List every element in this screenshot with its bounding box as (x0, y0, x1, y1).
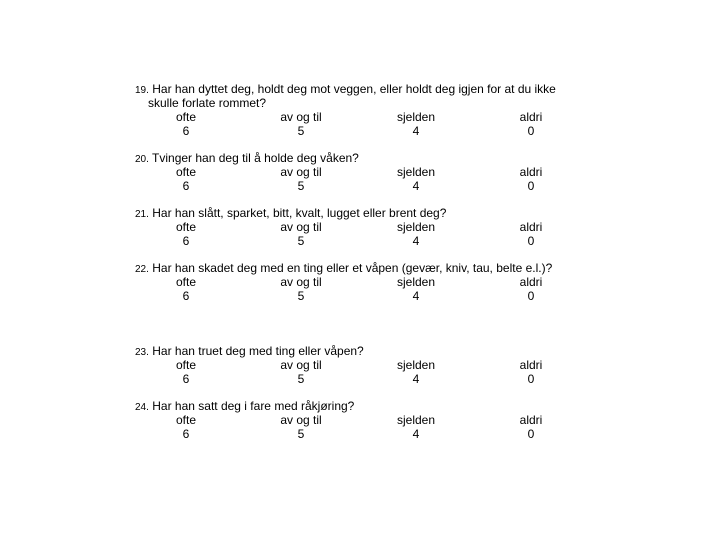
option-label-sjelden: sjelden (396, 358, 436, 372)
question-text: Har han dyttet deg, holdt deg mot veggen, eller holdt deg igjen for at du ikke (152, 82, 556, 96)
option-label-sjelden: sjelden (396, 110, 436, 124)
option-label-ofte: ofte (175, 220, 196, 234)
option-value-sjelden: 4 (412, 289, 420, 303)
option-value-aldri: 0 (527, 289, 535, 303)
option-value-ofte: 6 (182, 179, 190, 193)
option-label-aldri: aldri (519, 275, 543, 289)
option-value-av-og-til: 5 (297, 372, 305, 386)
question-text: Har han truet deg med ting eller våpen? (152, 344, 364, 358)
question-text: Tvinger han deg til å holde deg våken? (152, 151, 359, 165)
option-label-ofte: ofte (175, 165, 196, 179)
option-value-aldri: 0 (527, 427, 535, 441)
option-label-av-og-til: av og til (280, 358, 322, 372)
option-label-sjelden: sjelden (396, 275, 436, 289)
option-value-ofte: 6 (182, 289, 190, 303)
option-value-ofte: 6 (182, 427, 190, 441)
question-23-text-line (135, 345, 364, 359)
option-label-aldri: aldri (519, 165, 543, 179)
option-label-av-og-til: av og til (280, 165, 322, 179)
question-text: Har han slått, sparket, bitt, kvalt, lugget eller brent deg? (152, 206, 447, 220)
question-21-text-line (135, 207, 446, 221)
option-label-sjelden: sjelden (396, 413, 436, 427)
question-number: 23. (135, 347, 149, 358)
option-value-av-og-til: 5 (297, 289, 305, 303)
option-value-sjelden: 4 (412, 179, 420, 193)
option-value-ofte: 6 (182, 234, 190, 248)
option-value-aldri: 0 (527, 124, 535, 138)
question-number: 24. (135, 402, 149, 413)
option-label-av-og-til: av og til (280, 220, 322, 234)
option-value-ofte: 6 (182, 124, 190, 138)
option-value-sjelden: 4 (412, 234, 420, 248)
option-value-aldri: 0 (527, 179, 535, 193)
option-value-aldri: 0 (527, 372, 535, 386)
option-label-sjelden: sjelden (396, 165, 436, 179)
option-value-sjelden: 4 (412, 124, 420, 138)
option-value-sjelden: 4 (412, 372, 420, 386)
question-20-text-line (135, 152, 359, 166)
question-number: 20. (135, 154, 149, 165)
option-label-aldri: aldri (519, 358, 543, 372)
option-value-ofte: 6 (182, 372, 190, 386)
option-label-av-og-til: av og til (280, 275, 322, 289)
option-label-aldri: aldri (519, 220, 543, 234)
option-value-av-og-til: 5 (297, 124, 305, 138)
option-value-av-og-til: 5 (297, 234, 305, 248)
option-value-aldri: 0 (527, 234, 535, 248)
option-label-av-og-til: av og til (280, 110, 322, 124)
option-label-ofte: ofte (175, 275, 196, 289)
option-label-aldri: aldri (519, 413, 543, 427)
option-label-sjelden: sjelden (396, 220, 436, 234)
option-value-sjelden: 4 (412, 427, 420, 441)
question-text: Har han satt deg i fare med råkjøring? (152, 399, 355, 413)
question-text: Har han skadet deg med en ting eller et våpen (gevær, kniv, tau, belte e.l.)? (152, 261, 553, 275)
option-value-av-og-til: 5 (297, 179, 305, 193)
question-22-text-line (135, 262, 552, 276)
option-label-ofte: ofte (175, 110, 196, 124)
question-19-text-line (135, 83, 556, 97)
question-text-continued: skulle forlate rommet? (148, 96, 267, 110)
option-label-av-og-til: av og til (280, 413, 322, 427)
option-label-aldri: aldri (519, 110, 543, 124)
question-number: 22. (135, 264, 149, 275)
option-value-av-og-til: 5 (297, 427, 305, 441)
question-number: 21. (135, 209, 149, 220)
option-label-ofte: ofte (175, 358, 196, 372)
question-number: 19. (135, 85, 149, 96)
question-24-text-line (135, 400, 354, 414)
option-label-ofte: ofte (175, 413, 196, 427)
